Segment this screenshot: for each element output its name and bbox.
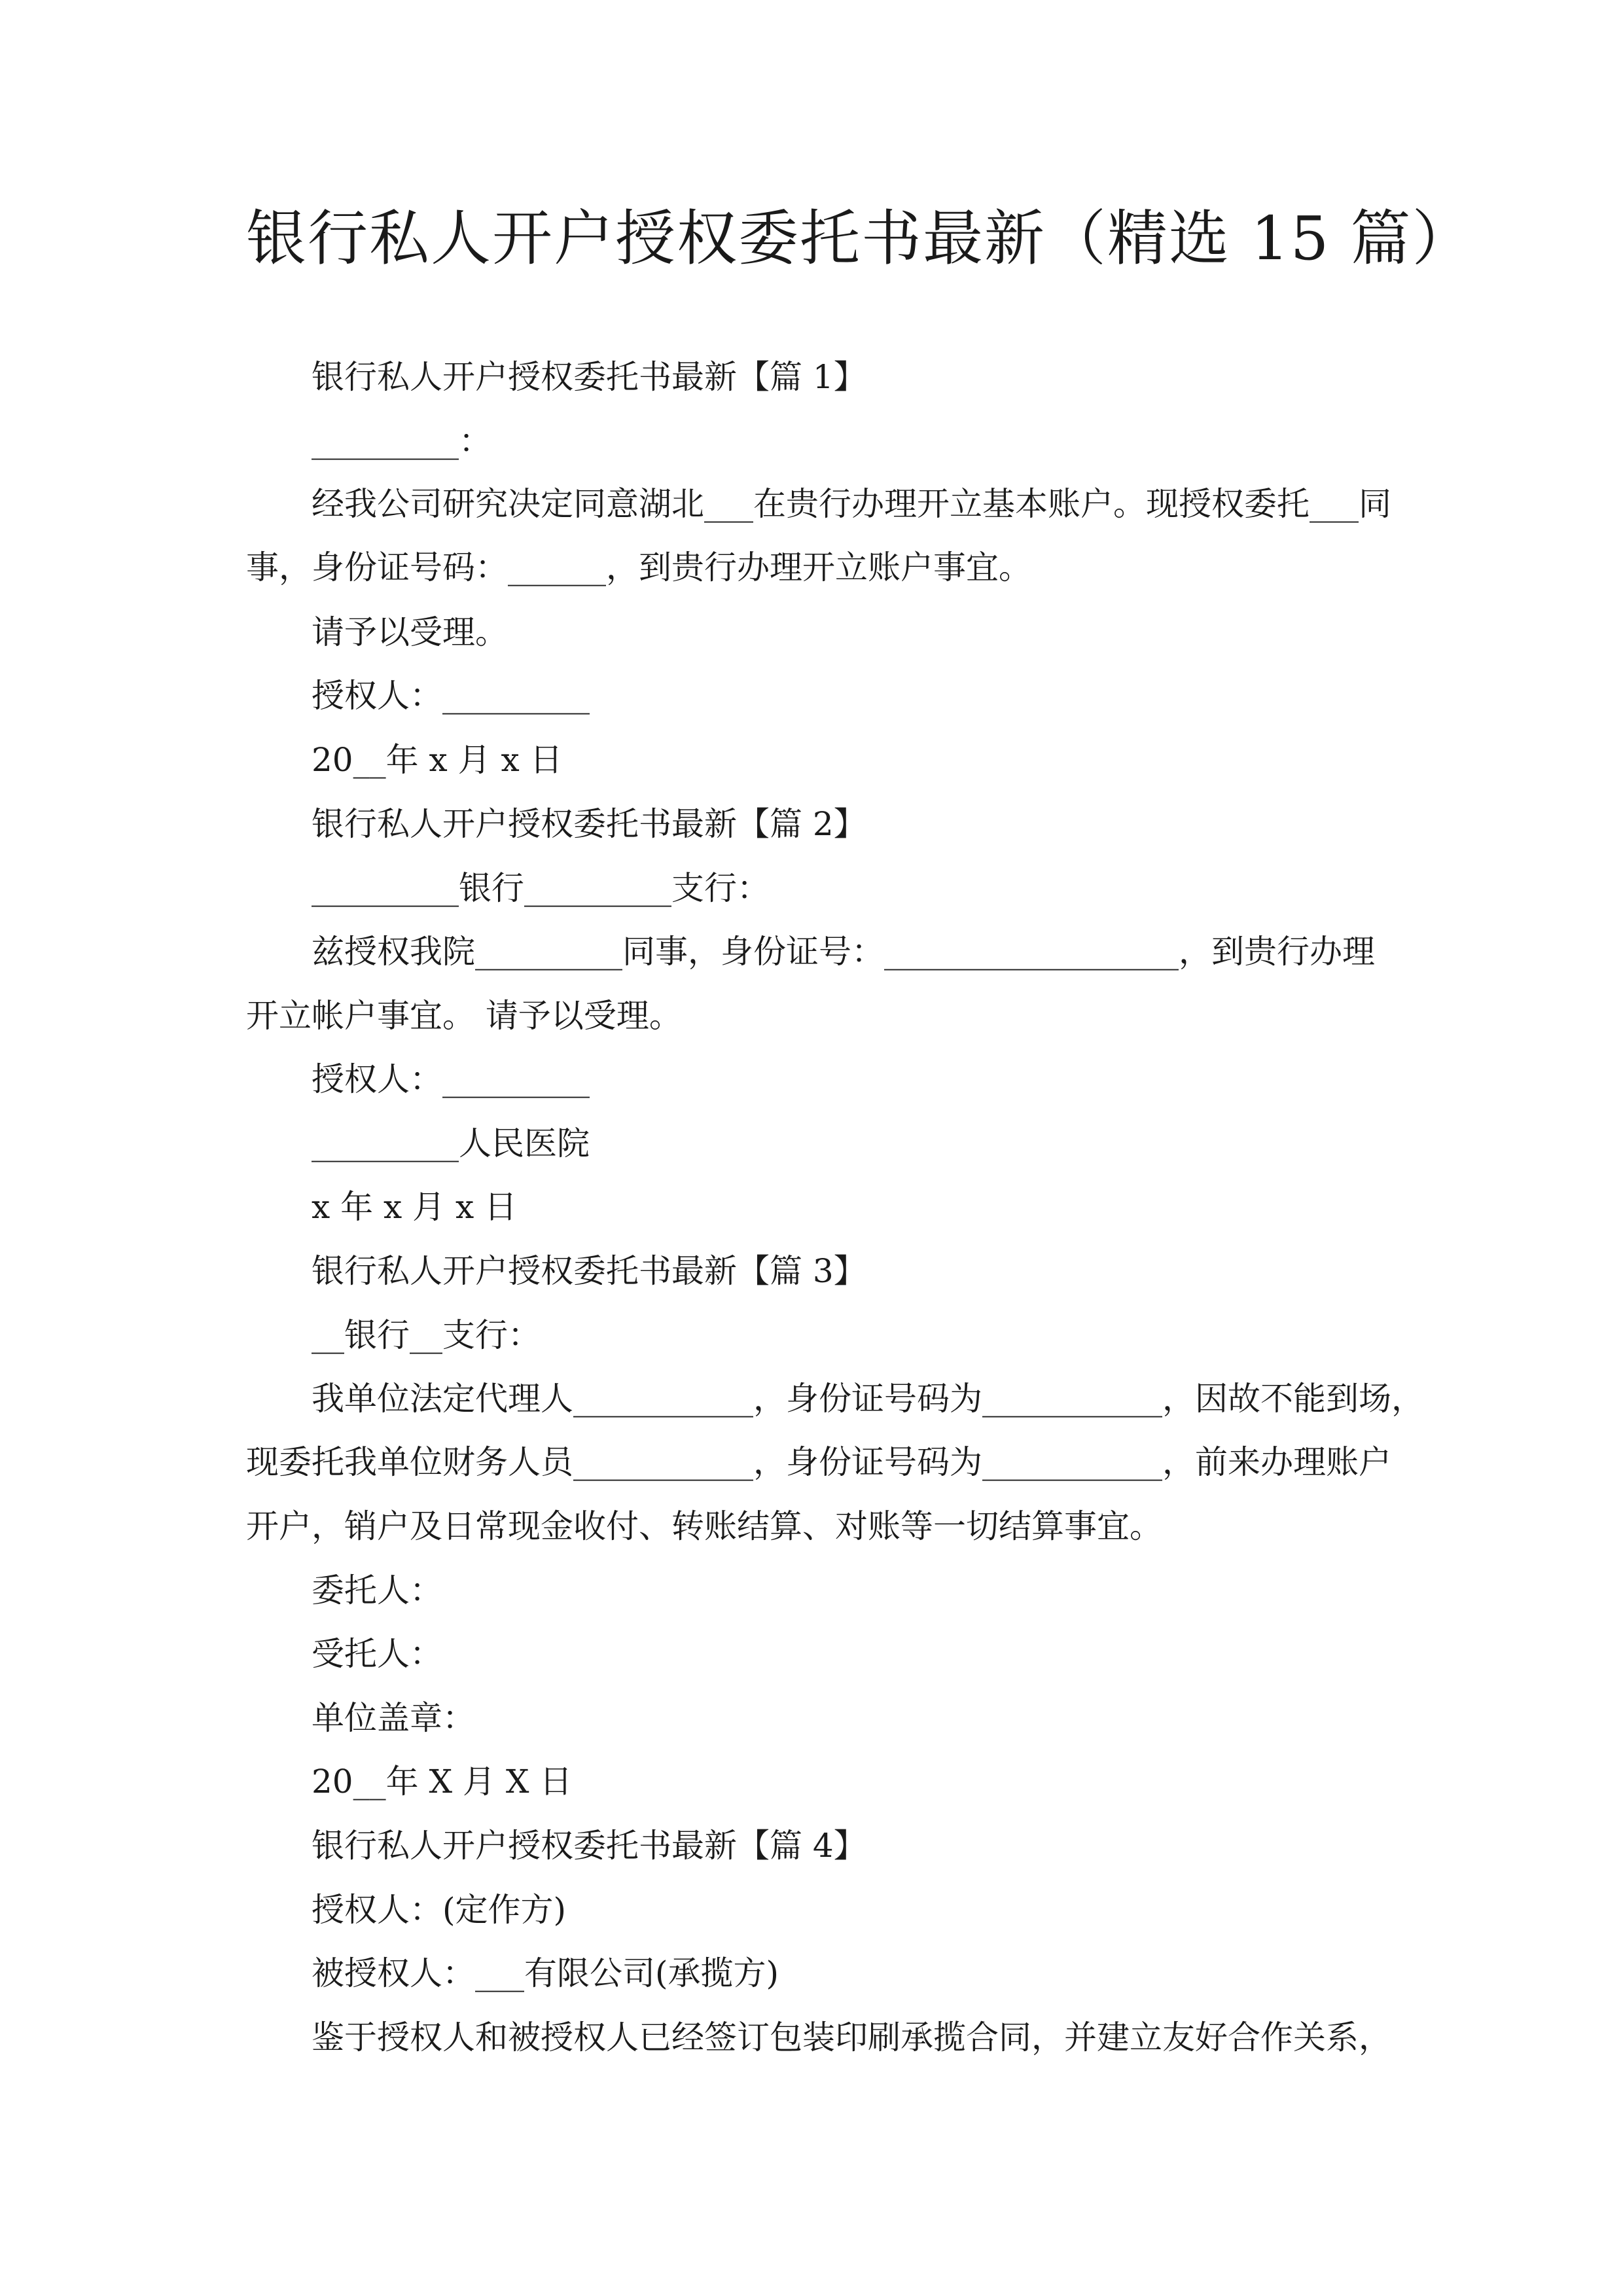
body-line: 经我公司研究决定同意湖北___在贵行办理开立基本账户。现授权委托___同	[312, 485, 1391, 523]
section-heading: 银行私人开户授权委托书最新【篇 1】	[312, 358, 866, 396]
section-heading: 银行私人开户授权委托书最新【篇 4】	[312, 1827, 866, 1865]
section-heading: 银行私人开户授权委托书最新【篇 2】	[312, 805, 866, 843]
signature-line: 授权人：_________	[312, 1060, 590, 1098]
body-line: 请予以受理。	[312, 613, 508, 651]
signature-line: 受托人：	[312, 1635, 442, 1673]
date-line: 20__年 X 月 X 日	[312, 1763, 573, 1801]
salutation-line: _________银行_________支行：	[312, 869, 770, 907]
salutation-line: _________：	[312, 422, 491, 460]
party-line: 授权人：(定作方)	[312, 1891, 567, 1929]
body-line: 兹授权我院_________同事，身份证号：__________________，到贵行办理	[312, 933, 1375, 971]
document-title: 银行私人开户授权委托书最新（精选 15 篇）	[246, 204, 1474, 274]
salutation-line: __银行__支行：	[312, 1316, 541, 1354]
body-line: 鉴于授权人和被授权人已经签订包装印刷承揽合同，并建立友好合作关系，	[312, 2018, 1391, 2056]
date-line: x 年 x 月 x 日	[312, 1188, 518, 1226]
body-line: 开立帐户事宜。 请予以受理。	[246, 997, 682, 1035]
signature-line: 授权人：_________	[312, 677, 590, 715]
date-line: 20__年 x 月 x 日	[312, 741, 563, 779]
body-line: 现委托我单位财务人员___________，身份证号码为___________，前来办理账户	[246, 1443, 1391, 1481]
signature-line: 委托人：	[312, 1571, 442, 1609]
body-line: 我单位法定代理人___________，身份证号码为___________，因故不能到场，	[312, 1380, 1424, 1418]
body-line: 事，身份证号码：______，到贵行办理开立账户事宜。	[246, 548, 1031, 586]
section-heading: 银行私人开户授权委托书最新【篇 3】	[312, 1252, 866, 1290]
seal-line: 单位盖章：	[312, 1699, 475, 1737]
body-line: 开户，销户及日常现金收付、转账结算、对账等一切结算事宜。	[246, 1507, 1162, 1545]
organization-line: _________人民医院	[312, 1124, 590, 1162]
party-line: 被授权人：___有限公司(承揽方)	[312, 1954, 779, 1992]
